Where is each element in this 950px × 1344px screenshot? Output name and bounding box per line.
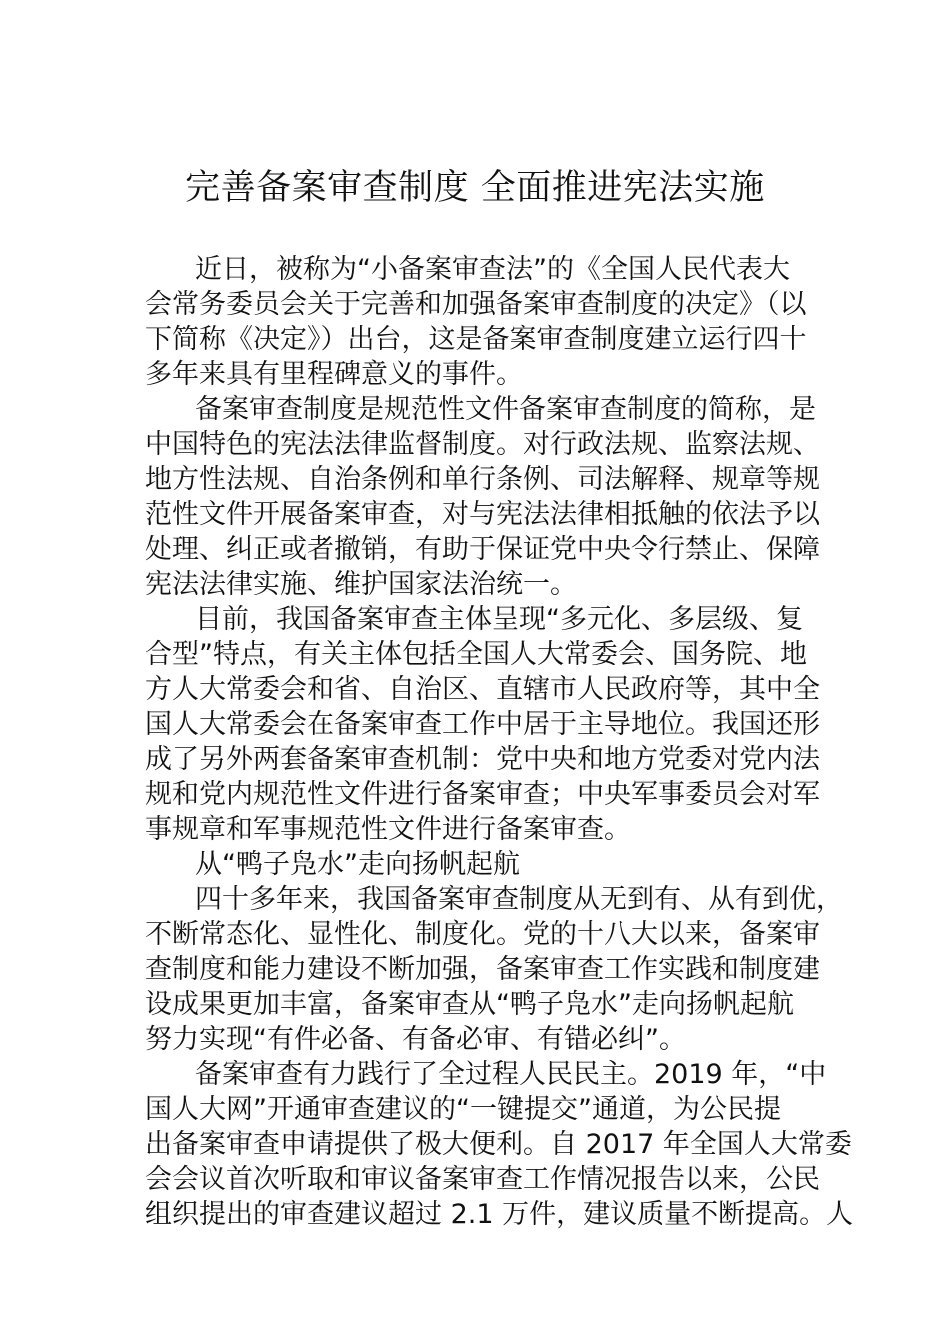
body-line: 会会议首次听取和审议备案审查工作情况报告以来，公民 (145, 1164, 820, 1195)
body-line: 努力实现“有件必备、有备必审、有错必纠”。 (145, 1024, 686, 1055)
body-line: 会常务委员会关于完善和加强备案审查制度的决定》（以 (145, 289, 807, 320)
body-line: 近日，被称为“小备案审查法”的《全国人民代表大 (195, 254, 790, 285)
body-line: 地方性法规、自治条例和单行条例、司法解释、规章等规 (145, 464, 820, 495)
body-line: 合型”特点，有关主体包括全国人大常委会、国务院、地 (145, 639, 807, 670)
body-line: 国人大常委会在备案审查工作中居于主导地位。我国还形 (145, 709, 820, 740)
body-line: 多年来具有里程碑意义的事件。 (145, 359, 523, 390)
body-line: 查制度和能力建设不断加强，备案审查工作实践和制度建 (145, 954, 820, 985)
section-heading: 从“鸭子凫水”走向扬帆起航 (195, 849, 520, 880)
body-line: 设成果更加丰富，备案审查从“鸭子凫水”走向扬帆起航 (145, 989, 794, 1020)
body-line: 规和党内规范性文件进行备案审查；中央军事委员会对军 (145, 779, 820, 810)
body-line: 目前，我国备案审查主体呈现“多元化、多层级、复 (195, 604, 803, 635)
document-title: 完善备案审查制度 全面推进宪法实施 (185, 168, 765, 208)
body-line: 成了另外两套备案审查机制：党中央和地方党委对党内法 (145, 744, 820, 775)
body-line: 方人大常委会和省、自治区、直辖市人民政府等，其中全 (145, 674, 820, 705)
body-line: 备案审查制度是规范性文件备案审查制度的简称，是 (195, 394, 816, 425)
body-line: 中国特色的宪法法律监督制度。对行政法规、监察法规、 (145, 429, 820, 460)
body-line: 宪法法律实施、维护国家法治统一。 (145, 569, 577, 600)
body-line: 组织提出的审查建议超过 2.1 万件，建议质量不断提高。人 (145, 1199, 854, 1230)
body-line: 不断常态化、显性化、制度化。党的十八大以来，备案审 (145, 919, 820, 950)
body-line: 事规章和军事规范性文件进行备案审查。 (145, 814, 631, 845)
body-line: 国人大网”开通审查建议的“一键提交”通道，为公民提 (145, 1094, 781, 1125)
body-line: 处理、纠正或者撤销，有助于保证党中央令行禁止、保障 (145, 534, 820, 565)
body-line: 下简称《决定》）出台，这是备案审查制度建立运行四十 (145, 324, 807, 355)
body-line: 出备案审查申请提供了极大便利。自 2017 年全国人大常委 (145, 1129, 852, 1160)
body-line: 备案审查有力践行了全过程人民民主。2019 年，“中 (195, 1059, 827, 1090)
body-line: 四十多年来，我国备案审查制度从无到有、从有到优， (195, 884, 843, 915)
body-line: 范性文件开展备案审查，对与宪法法律相抵触的依法予以 (145, 499, 820, 530)
